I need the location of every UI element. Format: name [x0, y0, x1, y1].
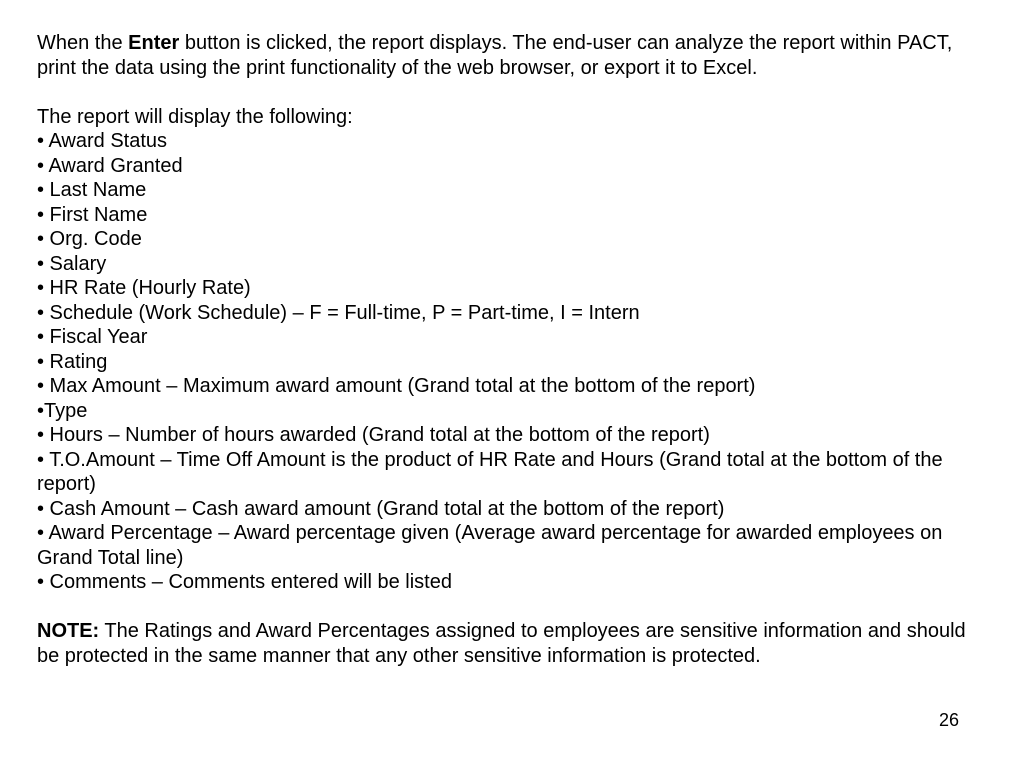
- list-item: • T.O.Amount – Time Off Amount is the product of HR Rate and Hours (Grand total at the bottom of the report): [37, 448, 943, 495]
- intro-suffix: button is clicked, the report displays. The end-user can analyze the report within PACT, print the data using the print functionality of the web browser, or export it to Excel.: [37, 32, 953, 79]
- list-item: • Org. Code: [37, 228, 142, 250]
- list-item: • Hours – Number of hours awarded (Grand total at the bottom of the report): [37, 424, 710, 446]
- spacer: [37, 80, 987, 105]
- intro-prefix: When the: [37, 32, 129, 54]
- list-item: • Award Percentage – Award percentage given (Average award percentage for awarded employees on Grand Total line): [37, 522, 943, 569]
- list-item: • Cash Amount – Cash award amount (Grand total at the bottom of the report): [37, 497, 725, 520]
- page-number: 26: [939, 710, 960, 730]
- list-item: • Max Amount – Maximum award amount (Grand total at the bottom of the report): [37, 375, 756, 397]
- note-label: NOTE:: [37, 620, 100, 642]
- list-item: • Comments – Comments entered will be listed: [37, 571, 452, 593]
- list-item: • Salary: [37, 252, 107, 275]
- report-fields-list: [37, 129, 987, 595]
- list-item: • Fiscal Year: [37, 326, 148, 348]
- enter-keyword: Enter: [128, 32, 180, 54]
- list-item: • Award Granted: [37, 154, 183, 177]
- intro-paragraph: [37, 31, 987, 80]
- list-item: • First Name: [37, 203, 148, 226]
- list-item: •Type: [37, 399, 88, 422]
- slide-body: [37, 31, 987, 668]
- list-item: • Award Status: [37, 130, 168, 152]
- spacer: [37, 595, 987, 620]
- list-item: • HR Rate (Hourly Rate): [37, 277, 251, 299]
- list-heading: The report will display the following:: [37, 105, 353, 128]
- note-text: The Ratings and Award Percentages assigned to employees are sensitive information and should be protected in the same manner that any other sensitive information is protected.: [37, 620, 966, 667]
- list-item: • Last Name: [37, 179, 147, 201]
- list-item: • Schedule (Work Schedule) – F = Full-time, P = Part-time, I = Intern: [37, 301, 640, 324]
- list-item: • Rating: [37, 350, 108, 373]
- note-paragraph: [37, 619, 987, 668]
